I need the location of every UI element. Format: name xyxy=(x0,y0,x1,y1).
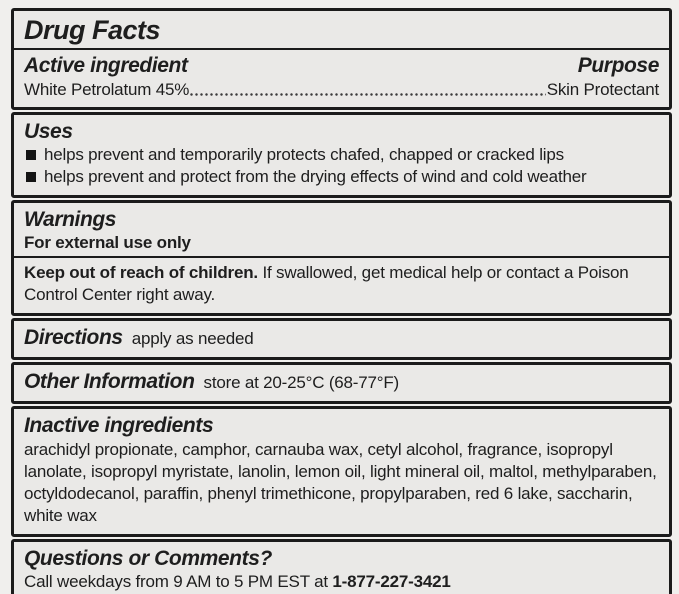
dot-leader xyxy=(190,93,546,96)
keep-out-paragraph xyxy=(24,262,659,306)
inactive-ingredients-text: arachidyl propionate, camphor, carnauba wax, cetyl alcohol, fragrance, isopropyl lanolate, isopropyl myristate, lanolin, lemon oil, light mineral oil, maltol, methylparaben, octyldodecanol, paraffin, phenyl trimethicone, propylparaben, red 6 lake, saccharin, white wax xyxy=(24,440,657,525)
drug-facts-title: Drug Facts xyxy=(24,15,161,45)
call-prefix-text: Call weekdays from 9 AM to 5 PM EST at xyxy=(24,572,333,591)
call-line xyxy=(24,571,659,593)
directions-text: apply as needed xyxy=(131,329,254,348)
other-information-row xyxy=(24,369,659,394)
uses-item xyxy=(24,144,659,166)
warnings-heading: Warnings xyxy=(24,208,117,231)
uses-item xyxy=(24,166,659,188)
directions-row xyxy=(24,325,659,350)
purpose-value: Skin Protectant xyxy=(546,80,659,99)
section-directions xyxy=(11,318,672,360)
purpose-heading: Purpose xyxy=(577,54,659,77)
square-bullet-icon xyxy=(26,150,36,160)
uses-item-text: helps prevent and protect from the drying effects of wind and cold weather xyxy=(44,167,587,186)
drug-facts-label xyxy=(11,8,672,594)
section-uses xyxy=(11,112,672,198)
directions-heading: Directions xyxy=(24,326,123,349)
active-ingredient-name: White Petrolatum 45% xyxy=(24,80,190,99)
other-information-text: store at 20-25°C (68-77°F) xyxy=(203,373,400,392)
questions-heading: Questions or Comments? xyxy=(24,547,272,570)
uses-item-text: helps prevent and temporarily protects chafed, chapped or cracked lips xyxy=(44,145,564,164)
section-inactive-ingredients xyxy=(11,406,672,537)
warnings-divider xyxy=(14,256,669,258)
uses-heading: Uses xyxy=(24,120,73,143)
external-use-text: For external use only xyxy=(24,233,191,252)
active-ingredient-heading: Active ingredient xyxy=(24,54,188,77)
square-bullet-icon xyxy=(26,172,36,182)
phone-number: 1-877-227-3421 xyxy=(332,572,451,591)
section-warnings xyxy=(11,200,672,316)
section-title-active-ingredient xyxy=(11,8,672,110)
keep-out-bold-text: Keep out of reach of children. xyxy=(24,263,258,282)
section-questions-comments xyxy=(11,539,672,594)
active-ingredient-row xyxy=(24,79,659,100)
section-other-information xyxy=(11,362,672,404)
active-ingredient-heading-row xyxy=(24,53,659,78)
inactive-ingredients-heading: Inactive ingredients xyxy=(24,414,214,437)
title-divider xyxy=(14,48,669,50)
other-information-heading: Other Information xyxy=(24,370,195,393)
keep-out-rest-text: If swallowed, get medical help or contact a Poison Control Center right away. xyxy=(24,263,629,304)
